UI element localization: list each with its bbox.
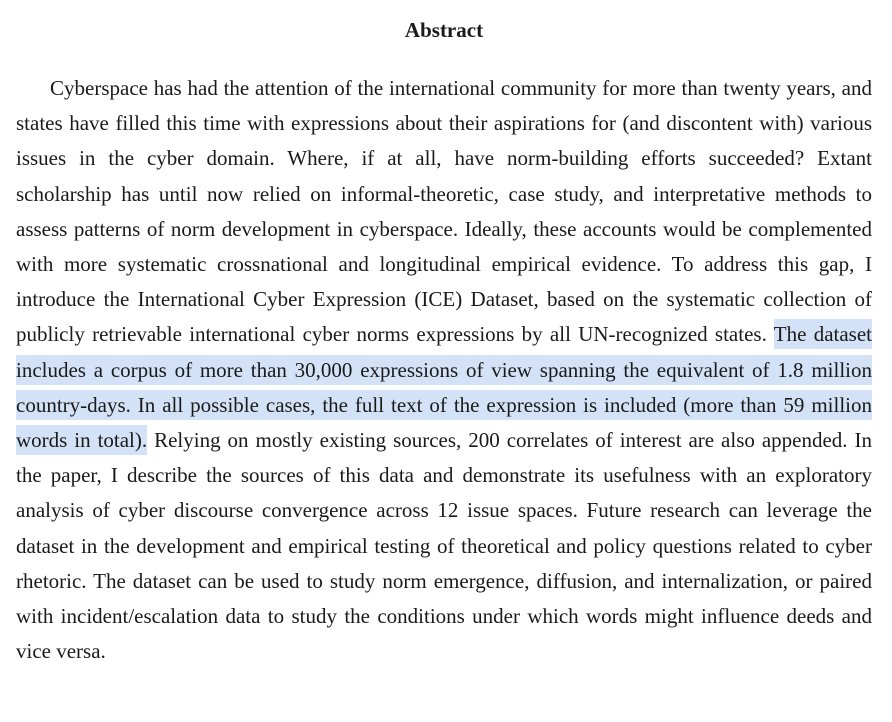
abstract-text-before-highlight: Cyberspace has had the attention of the international community for more than twenty years, and states have filled this time with expressions about their aspirations for (and discontent with) various issues in the cyber domain. Where, if at all, have norm-building efforts succeeded? Extant scholarship has until now relied on informal-theoretic, case study, and interpretative methods to assess patterns of norm development in cyberspace. Ideally, these accounts would be complemented with more systematic crossnational and longitudinal empirical evidence. To address this gap, I introduce the International Cyber Expression (ICE) Dataset, based on the systematic collection of publicly retrievable international cyber norms expressions by all UN-recognized states. xyxy=(16,76,872,347)
abstract-text-after-highlight: Relying on mostly existing sources, 200 correlates of interest are also appended. In the paper, I describe the sources of this data and demonstrate its usefulness with an exploratory analysis of cyber discourse convergence across 12 issue spaces. Future research can leverage the dataset in the development and empirical testing of theoretical and policy questions related to cyber rhetoric. The dataset can be used to study norm emergence, diffusion, and internalization, or paired with incident/escalation data to study the conditions under which words might influence deeds and vice versa. xyxy=(16,428,872,664)
abstract-heading: Abstract xyxy=(404,18,484,42)
document-page xyxy=(16,14,872,669)
abstract-paragraph xyxy=(16,71,872,669)
highlighted-text-selection[interactable]: The dataset includes a corpus of more than 30,000 expressions of view spanning the equivalent of 1.8 million country-days. In all possible cases, the full text of the expression is included (more than 59 million words in total). xyxy=(16,319,872,455)
